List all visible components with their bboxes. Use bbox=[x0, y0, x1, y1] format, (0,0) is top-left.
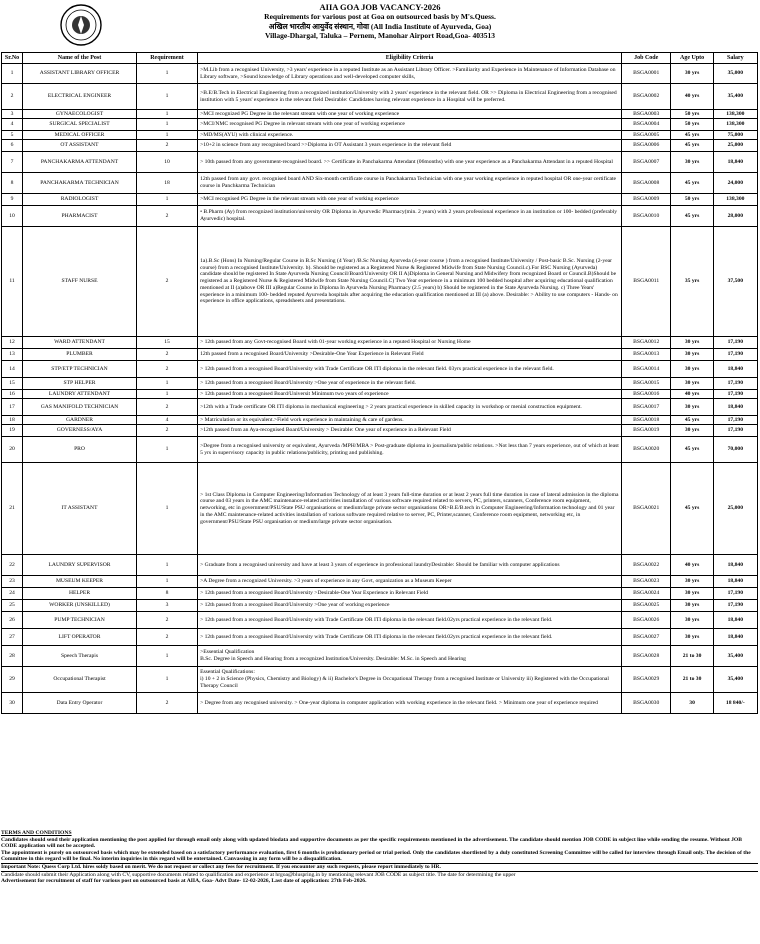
age-cell: 30 yrs bbox=[671, 612, 713, 629]
sr-cell: 10 bbox=[2, 206, 23, 227]
eligibility-cell: 12th passed from a recognised Board/University >Desirable-One Year Experience in Relevant Field bbox=[198, 349, 622, 361]
job-code-cell: BSGA0004 bbox=[621, 119, 671, 131]
requirement-cell: 1 bbox=[136, 131, 197, 140]
col-header: Eligibility Criteria bbox=[198, 53, 622, 64]
salary-cell: 25,000 bbox=[713, 463, 757, 555]
table-row bbox=[2, 437, 758, 463]
salary-cell: 17,190 bbox=[713, 378, 757, 390]
job-code-cell: BSGA0018 bbox=[621, 416, 671, 425]
eligibility-cell: > 12th passed from any Govt-recognised Board with 01-year working experience in a reputed Hospital or Nursing Home bbox=[198, 337, 622, 349]
job-code-cell: BSGA0002 bbox=[621, 84, 671, 110]
table-row bbox=[2, 64, 758, 84]
terms-title: TERMS AND CONDITIONS bbox=[1, 830, 72, 836]
eligibility-cell: > 12th passed from a recognised Board/University >Desirable-One Year Experience in Relevant Field bbox=[198, 588, 622, 600]
post-name-cell: PHARMACIST bbox=[23, 206, 137, 227]
post-name-cell: ELECTRICAL ENGINEER bbox=[23, 84, 137, 110]
post-name-cell: PLUMBER bbox=[23, 349, 137, 361]
age-cell: 30 yrs bbox=[671, 399, 713, 416]
eligibility-cell: > Graduate from a recognised university and have at least 3 years of experience in professional laundryDesirable: Should be familiar with computer applications bbox=[198, 555, 622, 576]
post-name-cell: STP HELPER bbox=[23, 378, 137, 390]
table-row bbox=[2, 576, 758, 588]
age-cell: 40 yrs bbox=[671, 84, 713, 110]
salary-cell: 17,190 bbox=[713, 425, 757, 437]
sr-cell: 4 bbox=[2, 119, 23, 131]
eligibility-cell: > 12th passed from a recognised Board/Universit Minimum two years of experience bbox=[198, 390, 622, 399]
post-name-cell: GAS MANIFOLD TECHNICIAN bbox=[23, 399, 137, 416]
sr-cell: 12 bbox=[2, 337, 23, 349]
requirement-cell: 1 bbox=[136, 646, 197, 667]
age-cell: 45 yrs bbox=[671, 437, 713, 463]
sr-cell: 30 bbox=[2, 693, 23, 714]
table-row bbox=[2, 119, 758, 131]
post-name-cell: Data Entry Operator bbox=[23, 693, 137, 714]
job-code-cell: BSGA0017 bbox=[621, 399, 671, 416]
job-code-cell: BSGA0021 bbox=[621, 463, 671, 555]
eligibility-cell: > 10th passed from any government-recognised board. >> Certificate in Panchakarma Attendant (06months) with one year experience as a Panchakarma Attendant in a reputed Hospital bbox=[198, 152, 622, 173]
requirement-cell: 1 bbox=[136, 84, 197, 110]
eligibility-cell: > 1st Class Diploma in Computer Engineering/Information Technology of at least 3 years full-time duration or at least 2 years full time duration in case of lateral admission in the diploma course and 03 years in the AMC maintenance-related activities installation of various software required related to servers, PC, printers, scanners, Conference room equipment, networking, etc in government/PSU/State PSU organisations or medium/large private sector organisations OR>B.E/B.tech in Computer Engineering/Information technology and 01 year in the AMC maintenance-related activities installation of various software required relative to server, PC, Printer,scanner, Conference room equipment, networking etc, in government/PSU/State PSU organisation or medium/large private sector organisation. bbox=[198, 463, 622, 555]
age-cell: 30 yrs bbox=[671, 152, 713, 173]
table-row bbox=[2, 416, 758, 425]
table-row bbox=[2, 361, 758, 378]
eligibility-cell: > 12th passed from a recognised Board/University >One year of experience in the relevant field. bbox=[198, 378, 622, 390]
age-cell: 30 yrs bbox=[671, 425, 713, 437]
table-row bbox=[2, 390, 758, 399]
job-code-cell: BSGA0020 bbox=[621, 437, 671, 463]
important-note: Important Note: Quess Corp Ltd. hires soldy based on merit. We do not request or collect any fees for recruitment. If you encounter any such requests, please report immediately to HR. bbox=[1, 863, 758, 871]
table-row bbox=[2, 600, 758, 612]
post-name-cell: Speech Therapis bbox=[23, 646, 137, 667]
post-name-cell: IT ASSISTANT bbox=[23, 463, 137, 555]
age-cell: 45 yrs bbox=[671, 206, 713, 227]
post-name-cell: GOVERNESS/AYA bbox=[23, 425, 137, 437]
sr-cell: 22 bbox=[2, 555, 23, 576]
eligibility-cell: >10+2 in science from any recognised board >>Diploma in OT Assistant 3 years experience in the relevant field bbox=[198, 140, 622, 152]
table-row bbox=[2, 612, 758, 629]
requirement-cell: 1 bbox=[136, 194, 197, 206]
job-code-cell: BSGA0028 bbox=[621, 646, 671, 667]
eligibility-cell: > 12th passed from a recognised Board/University >One year of working experience bbox=[198, 600, 622, 612]
eligibility-cell: >B.E/B.Tech in Electrical Engineering from a recognized institution/University with 2 years' experience in the relevant field. OR >> Diploma in Electrical Engineering from a recognised institution with 5 years' experience in the relevant field Desirable: Candidates having relevant experience in a Hospital will be preferred. bbox=[198, 84, 622, 110]
job-code-cell: BSGA0007 bbox=[621, 152, 671, 173]
job-code-cell: BSGA0022 bbox=[621, 555, 671, 576]
age-cell: 50 yrs bbox=[671, 110, 713, 119]
eligibility-cell: > 12th passed from a recognised Board/University with Trade Certificate OR ITI diploma in the relevant field.02yrs practical experience in the relevant field. bbox=[198, 612, 622, 629]
age-cell: 30 yrs bbox=[671, 64, 713, 84]
salary-cell: 18,840 bbox=[713, 399, 757, 416]
age-cell: 45 yrs bbox=[671, 416, 713, 425]
requirement-cell: 4 bbox=[136, 416, 197, 425]
salary-cell: 17,190 bbox=[713, 337, 757, 349]
post-name-cell: STAFF NURSE bbox=[23, 227, 137, 337]
eligibility-cell: >A Degree from a recognized University. >3 years of experience in any Govt, organization as a Museum Keeper bbox=[198, 576, 622, 588]
requirement-cell: 1 bbox=[136, 555, 197, 576]
salary-cell: 18,840 bbox=[713, 361, 757, 378]
post-name-cell: MEDICAL OFFICER bbox=[23, 131, 137, 140]
eligibility-cell: > 12th passed from a recognised Board/University with Trade Certificate OR ITI diploma in the relevant field.02yrs practical experience in the relevant field. bbox=[198, 629, 622, 646]
col-header: Job Code bbox=[621, 53, 671, 64]
terms-paragraph: Candidates should send their application mentioning the post applied for through email only along with updated biodata and supportive documents as per the specific requirements mentioned in the advertisement. The candidate should mention JOB CODE in subject line while sending the resume. Without JOB CODE application will not be accepted. bbox=[1, 836, 743, 850]
sr-cell: 14 bbox=[2, 361, 23, 378]
page-subtitle: Requirements for various post at Goa on outsourced basis by M's.Quess. bbox=[264, 12, 496, 21]
col-header: Name of the Post bbox=[23, 53, 137, 64]
sr-cell: 1 bbox=[2, 64, 23, 84]
job-code-cell: BSGA0013 bbox=[621, 349, 671, 361]
col-header: Age Upto bbox=[671, 53, 713, 64]
job-code-cell: BSGA0009 bbox=[621, 194, 671, 206]
eligibility-cell: >Degree from a recognised university or equivalent, Ayurveda /MPH/MBA > Post-graduate diploma in journalism/public relations. >Not less than 7 years experience, out of which at least 5 yrs in supervisory capacity in public relations/publicity, printing and publishing. bbox=[198, 437, 622, 463]
job-code-cell: BSGA0001 bbox=[621, 64, 671, 84]
sr-cell: 29 bbox=[2, 667, 23, 693]
post-name-cell: WARD ATTENDANT bbox=[23, 337, 137, 349]
sr-cell: 3 bbox=[2, 110, 23, 119]
job-code-cell: BSGA0008 bbox=[621, 173, 671, 194]
terms-paragraph: The appointment is purely on outsourced basis which may be extended based on a satisfactory performance evaluation, first 6 months is probationary period or trial period. Only the candidates shortlisted by a duly constituted Screening Committee will be called for interview through Email only. The decision of the Committee in this regard will be final. No interim inquiries in this regard will be entertained. Canvassing in any form will be a disqualification. bbox=[1, 849, 751, 863]
col-header: Requirement bbox=[136, 53, 197, 64]
table-row bbox=[2, 206, 758, 227]
age-cell: 50 yrs bbox=[671, 194, 713, 206]
post-name-cell: PRO bbox=[23, 437, 137, 463]
job-code-cell: BSGA0029 bbox=[621, 667, 671, 693]
eligibility-cell: >MCI/NMC recognised PG Degree in relevant stream with one year of working experience bbox=[198, 119, 622, 131]
age-cell: 30 yrs bbox=[671, 576, 713, 588]
institute-address: Village-Dhargal, Taluka – Pernem, Manohar Airport Road,Goa- 403513 bbox=[264, 31, 495, 40]
requirement-cell: 2 bbox=[136, 349, 197, 361]
table-row bbox=[2, 399, 758, 416]
page-title: AIIA GOA JOB VACANCY-2026 bbox=[319, 2, 441, 12]
requirement-cell: 1 bbox=[136, 110, 197, 119]
salary-cell: 17,190 bbox=[713, 390, 757, 399]
table-row bbox=[2, 425, 758, 437]
post-name-cell: OT ASSISTANT bbox=[23, 140, 137, 152]
requirement-cell: 2 bbox=[136, 629, 197, 646]
table-row bbox=[2, 646, 758, 667]
post-name-cell: GYNAECOLOGIST bbox=[23, 110, 137, 119]
sr-cell: 27 bbox=[2, 629, 23, 646]
salary-cell: 17,190 bbox=[713, 416, 757, 425]
salary-cell: 18,840 bbox=[713, 152, 757, 173]
sr-cell: 8 bbox=[2, 173, 23, 194]
requirement-cell: 1 bbox=[136, 119, 197, 131]
age-cell: 35 yrs bbox=[671, 227, 713, 337]
requirement-cell: 2 bbox=[136, 425, 197, 437]
eligibility-cell: > 12th passed from a recognised Board/University with Trade Certificate OR ITI diploma in the relevant field. 03yrs practical experience in the relevant field. bbox=[198, 361, 622, 378]
table-header-row bbox=[2, 53, 758, 64]
advertisement-footer: Advertisement for recruitment of staff for various post on outsourced basis at AIIA, Goa- Advt Date- 12-02-2026, Last date of application: 27th Feb-2026. bbox=[1, 878, 367, 885]
sr-cell: 15 bbox=[2, 378, 23, 390]
salary-cell: 35,000 bbox=[713, 64, 757, 84]
salary-cell: 25,000 bbox=[713, 140, 757, 152]
salary-cell: 17,190 bbox=[713, 600, 757, 612]
table-row bbox=[2, 131, 758, 140]
sr-cell: 2 bbox=[2, 84, 23, 110]
sr-cell: 26 bbox=[2, 612, 23, 629]
eligibility-cell: 1a).B.Sc (Hons) In Nursing/Regular Course in B.Sc Nursing (4 Year) /B.Sc Nursing Ayurveda (4-year course ) from a recognised Institute/University / Post-basic B.Sc. Nursing (2-year course) from a recognised Institute/University. b). Should be registered as a Registered Nurse & Registered Midwife from State Nursing Council.c).For BSC Nursing (Ayurveda) candidate should be registered In State Ayurveda Nursing Council/Board/University OR II A)Diploma in General Nursing and Midwifery from recognized Board or Council.B)Should be registered as a Registered Nurse & Registered Midwife from State Nursing Council.C) Two Year experience in a minimum 100 bedded hospital after acquiring educational qualification mentioned at II (a)above OR III a)Regular Course in Diploma In Ayurveda Nursing Pharmacy (2.5 years) b) Should be registered in the State Ayurveda Nursing. c) Three Years' experience in a minimum 100- bedded reputed Ayurveda hospitals after acquiring the education qualification mentioned at III (a) above. Desirable: > Ability to use computers - Hands- on experience in office applications, spreadsheets and presentations. bbox=[198, 227, 622, 337]
job-code-cell: BSGA0011 bbox=[621, 227, 671, 337]
sr-cell: 5 bbox=[2, 131, 23, 140]
table-row bbox=[2, 173, 758, 194]
table-row bbox=[2, 588, 758, 600]
salary-cell: 18,840 bbox=[713, 629, 757, 646]
age-cell: 30 yrs bbox=[671, 337, 713, 349]
sr-cell: 20 bbox=[2, 437, 23, 463]
age-cell: 30 yrs bbox=[671, 349, 713, 361]
eligibility-cell: > Matriculation or its equivalent.>Field work experience in maintaining & care of gardens. bbox=[198, 416, 622, 425]
job-code-cell: BSGA0025 bbox=[621, 600, 671, 612]
salary-cell: 17,190 bbox=[713, 588, 757, 600]
requirement-cell: 18 bbox=[136, 173, 197, 194]
post-name-cell: PANCHAKARMA ATTENDANT bbox=[23, 152, 137, 173]
age-cell: 30 yrs bbox=[671, 600, 713, 612]
eligibility-cell: • B.Pharm (Ay) from recognized institution/university OR Diploma in Ayurvedic Pharmacy(min. 2 years) with 2 years professional experience in an institution or 100- bedded (preferably Ayurvedic) hospital. bbox=[198, 206, 622, 227]
job-code-cell: BSGA0023 bbox=[621, 576, 671, 588]
eligibility-cell: >MCI recognized PG Degree in the relevant stream with one year of working experience bbox=[198, 110, 622, 119]
post-name-cell: GARDNER bbox=[23, 416, 137, 425]
post-name-cell: SURGICAL SPECIALIST bbox=[23, 119, 137, 131]
age-cell: 30 yrs bbox=[671, 629, 713, 646]
salary-cell: 138,300 bbox=[713, 110, 757, 119]
salary-cell: 37,500 bbox=[713, 227, 757, 337]
vacancy-table bbox=[1, 52, 758, 714]
age-cell: 45 yrs bbox=[671, 463, 713, 555]
table-row bbox=[2, 337, 758, 349]
post-name-cell: HELPER bbox=[23, 588, 137, 600]
table-row bbox=[2, 349, 758, 361]
table-row bbox=[2, 629, 758, 646]
salary-cell: 18,840 bbox=[713, 555, 757, 576]
requirement-cell: 2 bbox=[136, 399, 197, 416]
post-name-cell: LAUNDRY ATTENDANT bbox=[23, 390, 137, 399]
table-row bbox=[2, 667, 758, 693]
salary-cell: 17,190 bbox=[713, 349, 757, 361]
terms-paragraph: Candidate should submit their Application along with CV, supportive documents related to qualification and experience at hrgoa@bluspring.in by mentioning relevant JOB CODE as subject title. The date for determining the upper bbox=[1, 871, 758, 879]
job-code-cell: BSGA0014 bbox=[621, 361, 671, 378]
sr-cell: 21 bbox=[2, 463, 23, 555]
col-header: Sr.No bbox=[2, 53, 23, 64]
sr-cell: 19 bbox=[2, 425, 23, 437]
requirement-cell: 1 bbox=[136, 64, 197, 84]
requirement-cell: 1 bbox=[136, 576, 197, 588]
sr-cell: 28 bbox=[2, 646, 23, 667]
sr-cell: 11 bbox=[2, 227, 23, 337]
table-row bbox=[2, 152, 758, 173]
age-cell: 30 yrs bbox=[671, 588, 713, 600]
job-code-cell: BSGA0016 bbox=[621, 390, 671, 399]
sr-cell: 9 bbox=[2, 194, 23, 206]
job-code-cell: BSGA0010 bbox=[621, 206, 671, 227]
eligibility-cell: >MCI recognised PG Degree in the relevant stream with one year of working experience bbox=[198, 194, 622, 206]
sr-cell: 24 bbox=[2, 588, 23, 600]
post-name-cell: MUSEUM KEEPER bbox=[23, 576, 137, 588]
requirement-cell: 2 bbox=[136, 140, 197, 152]
requirement-cell: 1 bbox=[136, 463, 197, 555]
age-cell: 50 yrs bbox=[671, 119, 713, 131]
requirement-cell: 2 bbox=[136, 361, 197, 378]
eligibility-cell: >MD/MS(AYU) with clinical experience. bbox=[198, 131, 622, 140]
post-name-cell: WORKER (UNSKILLED) bbox=[23, 600, 137, 612]
age-cell: 45 yrs bbox=[671, 173, 713, 194]
table-row bbox=[2, 555, 758, 576]
requirement-cell: 1 bbox=[136, 378, 197, 390]
sr-cell: 18 bbox=[2, 416, 23, 425]
requirement-cell: 2 bbox=[136, 612, 197, 629]
job-code-cell: BSGA0026 bbox=[621, 612, 671, 629]
eligibility-cell: >M.Lib from a recognised University, >3 years' experience in a reputed Institute as an Assistant Library Officer. >Familiarity and Experience in Maintenance of Information Database on Library software, >Sound knowledge of Library operations and well-developed computer skills, bbox=[198, 64, 622, 84]
col-header: Salary bbox=[713, 53, 757, 64]
table-row bbox=[2, 378, 758, 390]
header bbox=[0, 0, 760, 52]
requirement-cell: 15 bbox=[136, 337, 197, 349]
terms-section bbox=[1, 830, 758, 885]
requirement-cell: 8 bbox=[136, 588, 197, 600]
sr-cell: 16 bbox=[2, 390, 23, 399]
eligibility-cell: >12th with a Trade certificate OR ITI diploma in mechanical engineering > 2 years practical experience in skilled capacity in workshop or menial construction equipment. bbox=[198, 399, 622, 416]
age-cell: 30 bbox=[671, 693, 713, 714]
post-name-cell: LIFT OPERATOR bbox=[23, 629, 137, 646]
salary-cell: 35,400 bbox=[713, 667, 757, 693]
job-code-cell: BSGA0015 bbox=[621, 378, 671, 390]
sr-cell: 7 bbox=[2, 152, 23, 173]
salary-cell: 70,000 bbox=[713, 437, 757, 463]
institute-logo-icon bbox=[60, 4, 102, 46]
requirement-cell: 2 bbox=[136, 206, 197, 227]
job-code-cell: BSGA0005 bbox=[621, 131, 671, 140]
table-row bbox=[2, 84, 758, 110]
sr-cell: 25 bbox=[2, 600, 23, 612]
requirement-cell: 1 bbox=[136, 667, 197, 693]
sr-cell: 6 bbox=[2, 140, 23, 152]
age-cell: 30 yrs bbox=[671, 378, 713, 390]
salary-cell: 138,300 bbox=[713, 119, 757, 131]
salary-cell: 35,400 bbox=[713, 84, 757, 110]
requirement-cell: 2 bbox=[136, 227, 197, 337]
age-cell: 45 yrs bbox=[671, 140, 713, 152]
table-row bbox=[2, 227, 758, 337]
salary-cell: 138,300 bbox=[713, 194, 757, 206]
table-row bbox=[2, 693, 758, 714]
age-cell: 40 yrs bbox=[671, 390, 713, 399]
age-cell: 45 yrs bbox=[671, 131, 713, 140]
salary-cell: 28,000 bbox=[713, 206, 757, 227]
salary-cell: 18,840 bbox=[713, 612, 757, 629]
job-code-cell: BSGA0030 bbox=[621, 693, 671, 714]
eligibility-cell: > Degree from any recognised university. > One-year diploma in computer application with working experience in the relevant field. > Minimum one year of experience required bbox=[198, 693, 622, 714]
sr-cell: 23 bbox=[2, 576, 23, 588]
eligibility-cell: 12th passed from any govt. recognised board AND Six-month certificate course in Panchakarma Technician with one year working experience in reputed hospital OR one-year certificate course in Panchkarma Technician bbox=[198, 173, 622, 194]
post-name-cell: LAUNDRY SUPERVISOR bbox=[23, 555, 137, 576]
eligibility-cell: >12th passed from an Aya-recognised Board/University > Desirable: One year of experience in a Relevant Field bbox=[198, 425, 622, 437]
post-name-cell: STP/ETP TECHNICIAN bbox=[23, 361, 137, 378]
eligibility-cell: Essential Qualifications: i) 10 + 2 in Science (Physics, Chemistry and Biology) & ii) Bachelor's Degree in Occupational Therapy from a recognised Institute or University iii) Registered with the Occupational Therapy Council bbox=[198, 667, 622, 693]
post-name-cell: RADIOLOGIST bbox=[23, 194, 137, 206]
table-row bbox=[2, 140, 758, 152]
institute-name: अखिल भारतीय आयुर्वेद संस्थान, गोवा (All India Institute of Ayurveda, Goa) bbox=[268, 21, 492, 31]
eligibility-cell: >Essential Qualification B.Sc. Degree in Speech and Hearing from a recognized Institution/University. Desirable: M.Sc. in Speech and Hearing bbox=[198, 646, 622, 667]
post-name-cell: Occupational Therapist bbox=[23, 667, 137, 693]
age-cell: 40 yrs bbox=[671, 555, 713, 576]
requirement-cell: 3 bbox=[136, 600, 197, 612]
salary-cell: 18 840/- bbox=[713, 693, 757, 714]
table-row bbox=[2, 194, 758, 206]
requirement-cell: 1 bbox=[136, 390, 197, 399]
job-code-cell: BSGA0006 bbox=[621, 140, 671, 152]
sr-cell: 13 bbox=[2, 349, 23, 361]
sr-cell: 17 bbox=[2, 399, 23, 416]
requirement-cell: 2 bbox=[136, 693, 197, 714]
salary-cell: 75,000 bbox=[713, 131, 757, 140]
post-name-cell: ASSISTANT LIBRARY OFFICER bbox=[23, 64, 137, 84]
post-name-cell: PANCHAKARMA TECHNICIAN bbox=[23, 173, 137, 194]
job-code-cell: BSGA0027 bbox=[621, 629, 671, 646]
requirement-cell: 10 bbox=[136, 152, 197, 173]
table-row bbox=[2, 110, 758, 119]
age-cell: 30 yrs bbox=[671, 361, 713, 378]
salary-cell: 24,000 bbox=[713, 173, 757, 194]
job-code-cell: BSGA0003 bbox=[621, 110, 671, 119]
table-row bbox=[2, 463, 758, 555]
job-code-cell: BSGA0024 bbox=[621, 588, 671, 600]
post-name-cell: PUMP TECHNICIAN bbox=[23, 612, 137, 629]
job-code-cell: BSGA0019 bbox=[621, 425, 671, 437]
job-code-cell: BSGA0012 bbox=[621, 337, 671, 349]
salary-cell: 18,840 bbox=[713, 576, 757, 588]
age-cell: 21 to 30 bbox=[671, 646, 713, 667]
age-cell: 21 to 30 bbox=[671, 667, 713, 693]
requirement-cell: 1 bbox=[136, 437, 197, 463]
salary-cell: 35,400 bbox=[713, 646, 757, 667]
